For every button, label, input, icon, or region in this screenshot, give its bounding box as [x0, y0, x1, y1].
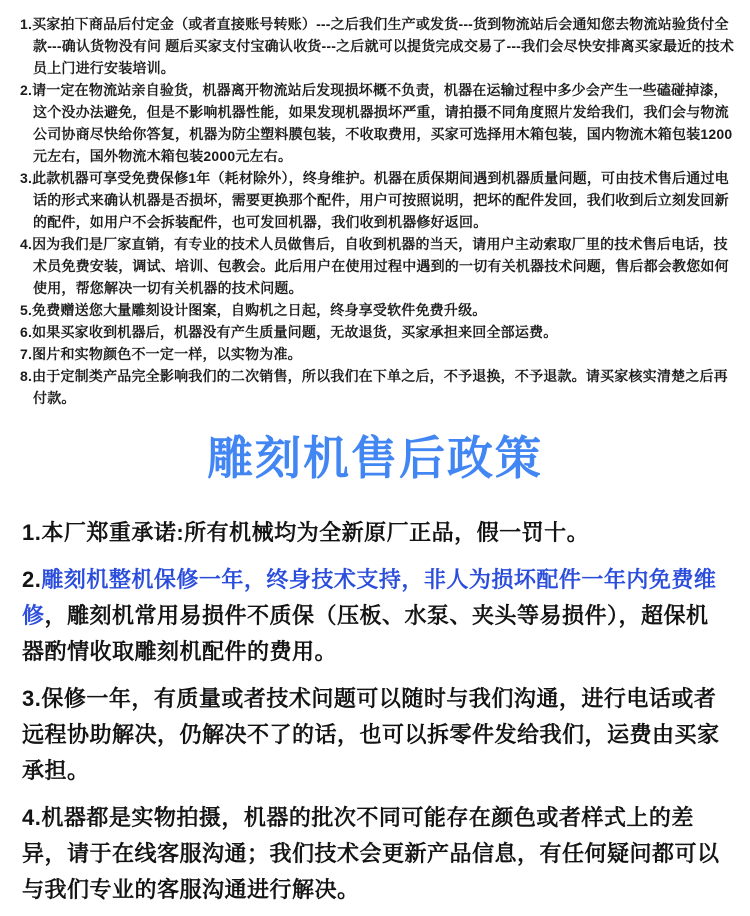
shipping-note-item: 3.此款机器可享受免费保修1年（耗材除外），终身维护。机器在质保期间遇到机器质量问题，可由技术售后通过电话的形式来确认机器是否损坏，需要更换那个配件，用户可按照说明，把坏的配件发回，我们收到后立刻发回新的配件，如用户不会拆装配件，也可发回机器，我们收到机器修好返回。 — [20, 170, 729, 230]
shipping-notes-section — [0, 0, 750, 409]
policy-item-text: 本厂郑重承诺:所有机械均为全新原厂正品，假一罚十。 — [41, 520, 590, 545]
policy-item — [22, 681, 730, 789]
policy-item-number: 2. — [22, 567, 42, 592]
policy-item-number: 3. — [22, 686, 42, 711]
shipping-note-item: 7.图片和实物颜色不一定一样，以实物为准。 — [20, 346, 302, 362]
page-title: 雕刻机售后政策 — [207, 432, 543, 484]
shipping-note-item: 6.如果买家收到机器后，机器没有产生质量问题，无故退货，买家承担来回全部运费。 — [20, 324, 558, 340]
policy-item-number: 4. — [22, 805, 42, 830]
shipping-note-item: 1.买家拍下商品后付定金（或者直接账号转账）---之后我们生产或发货---货到物流站后会通知您去物流站验货付全款---确认货物没有问 题后买家支付宝确认收货---之后就可以提货完成交易了---我们会尽快安排离买家最近的技术员上门进行安装培训。 — [20, 16, 735, 76]
policy-item-highlight: 雕刻机整机保修一年，终身技术支持，非人为损坏配件一年内免费维修 — [22, 567, 717, 628]
shipping-note-item: 4.因为我们是厂家直销，有专业的技术人员做售后，自收到机器的当天，请用户主动索取厂里的技术售后电话，技术员免费安装，调试、培训、包教会。此后用户在使用过程中遇到的一切有关机器技术问题，售后都会教您如何使用，帮您解决一切有关机器的技术问题。 — [20, 236, 729, 296]
shipping-note-item: 2.请一定在物流站亲自验货，机器离开物流站后发现损坏概不负责，机器在运输过程中多少会产生一些磕碰掉漆，这个没办法避免，但是不影响机器性能，如果发现机器损坏严重，请拍摄不同角度照片发给我们，我们会与物流公司协商尽快给你答复，机器为防尘塑料膜包装，不收取费用，买家可选择用木箱包装，国内物流木箱包装1200元左右，国外物流木箱包装2000元左右。 — [20, 82, 733, 164]
policy-item-number: 1. — [22, 520, 42, 545]
policy-item — [22, 562, 730, 670]
shipping-note-item: 8.由于定制类产品完全影响我们的二次销售，所以我们在下单之后，不予退换，不予退款。请买家核实清楚之后再付款。 — [20, 368, 728, 406]
policy-item — [22, 515, 730, 551]
policy-item — [22, 800, 730, 908]
shipping-note-item: 5.免费赠送您大量雕刻设计图案，自购机之日起，终身享受软件免费升级。 — [20, 302, 487, 318]
policy-section — [0, 487, 750, 908]
policy-item-text: ，雕刻机常用易损件不质保（压板、水泵、夹头等易损件），超保机器酌情收取雕刻机配件的费用。 — [22, 603, 709, 664]
policy-item-text: 保修一年，有质量或者技术问题可以随时与我们沟通，进行电话或者远程协助解决，仍解决不了的话，也可以拆零件发给我们，运费由买家承担。 — [22, 686, 720, 783]
policy-item-text: 机器都是实物拍摄，机器的批次不同可能存在颜色或者样式上的差异，请于在线客服沟通；我们技术会更新产品信息，有任何疑问都可以与我们专业的客服沟通进行解决。 — [22, 805, 720, 902]
